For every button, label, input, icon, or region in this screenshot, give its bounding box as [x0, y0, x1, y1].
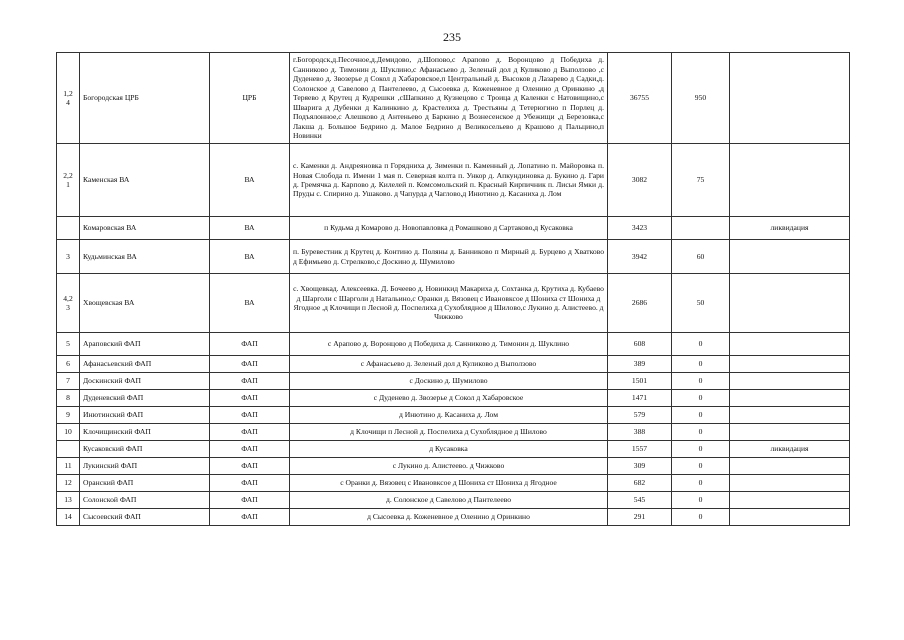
area-value: 0: [672, 356, 730, 373]
note: [730, 475, 850, 492]
served-localities: д. Солонское д Савелово д Пантелеево: [290, 492, 608, 509]
population: 309: [608, 458, 672, 475]
area-value: 0: [672, 441, 730, 458]
served-localities: д Клочищи п Лесной д. Поспелиха д Сухоблядное д Шилово: [290, 424, 608, 441]
note: [730, 274, 850, 333]
population: 579: [608, 407, 672, 424]
area-value: 50: [672, 274, 730, 333]
note: [730, 240, 850, 274]
note: [730, 492, 850, 509]
facility-type: ФАП: [210, 509, 290, 526]
area-value: 0: [672, 333, 730, 356]
table-row: [57, 240, 850, 274]
note: [730, 424, 850, 441]
population: 36755: [608, 53, 672, 144]
note: [730, 333, 850, 356]
table-row: [57, 53, 850, 144]
served-localities: с. Каменки д. Андреяновка п Горядниха д. Зименки п. Каменный д. Лопатино п. Майоровка п. Новая Слобода п. Имени 1 мая п. Северная колта п. Ункор д. Апкундиновка д. Букино д. Гари д. Гремячка д. Карпово д. Килелей п. Комсомольский п. Красный Кирпичник п. Лисьи Ямки д. Пруды с. Спирино д. Ушаково. д Чапурда д Чаглово,д Инютино д. Касаниха д. Лом: [290, 144, 608, 217]
row-number: 11: [57, 458, 80, 475]
table-row: [57, 492, 850, 509]
facility-name: Араповский ФАП: [80, 333, 210, 356]
table-row: [57, 373, 850, 390]
population: 3423: [608, 217, 672, 240]
facility-type: ФАП: [210, 475, 290, 492]
area-value: 950: [672, 53, 730, 144]
row-number: 2,2 1: [57, 144, 80, 217]
facility-name: Клочищинский ФАП: [80, 424, 210, 441]
note: [730, 53, 850, 144]
population: 388: [608, 424, 672, 441]
table-row: [57, 274, 850, 333]
table-row: [57, 407, 850, 424]
table-row: [57, 390, 850, 407]
page-number: 235: [443, 30, 461, 44]
facility-type: ФАП: [210, 492, 290, 509]
row-number: 13: [57, 492, 80, 509]
facility-type: ФАП: [210, 333, 290, 356]
area-value: 0: [672, 373, 730, 390]
area-value: 0: [672, 509, 730, 526]
note: [730, 509, 850, 526]
facility-type: ФАП: [210, 356, 290, 373]
row-number: 9: [57, 407, 80, 424]
facility-name: Комаровская ВА: [80, 217, 210, 240]
population: 1501: [608, 373, 672, 390]
served-localities: с Доскино д. Шумилово: [290, 373, 608, 390]
population: 1471: [608, 390, 672, 407]
facility-type: ФАП: [210, 390, 290, 407]
served-localities: п Кудьма д Комарово д. Новопавловка д Ромашково д Сартаково,д Кусаковка: [290, 217, 608, 240]
facility-name: Богородская ЦРБ: [80, 53, 210, 144]
row-number: 5: [57, 333, 80, 356]
row-number: 6: [57, 356, 80, 373]
table-row: [57, 509, 850, 526]
population: 608: [608, 333, 672, 356]
facility-type: ФАП: [210, 407, 290, 424]
facility-type: ЦРБ: [210, 53, 290, 144]
table-row: [57, 144, 850, 217]
facility-type: ФАП: [210, 424, 290, 441]
row-number: 3: [57, 240, 80, 274]
population: 1557: [608, 441, 672, 458]
facility-name: Кусаковский ФАП: [80, 441, 210, 458]
note: [730, 144, 850, 217]
served-localities: с Лукино д. Алистеево. д Чижково: [290, 458, 608, 475]
table-row: [57, 441, 850, 458]
area-value: 0: [672, 424, 730, 441]
note: [730, 373, 850, 390]
row-number: [57, 441, 80, 458]
served-localities: д Инютино д. Касаниха д. Лом: [290, 407, 608, 424]
note: [730, 407, 850, 424]
area-value: 0: [672, 458, 730, 475]
facility-type: ФАП: [210, 458, 290, 475]
facility-name: Солонской ФАП: [80, 492, 210, 509]
table-row: [57, 333, 850, 356]
served-localities: с Дуденево д. Звозерье д Сокол д Хабаровское: [290, 390, 608, 407]
served-localities: г.Богородск,д.Песочное,д.Демидово, д.Шопово,с Арапово д. Воронцово д Победиха д. Санниково д. Тимонин д. Шуклино,с Афанасьево д. Зеленый дол д Куликово д Выползово ,с Дуденево д. Звозерье д Сокол д Хабаровское,п Центральный д. Высоков д Лазарево д Садки,д. Солонское д Савелово д Пантелеево, д Сысоевка д. Коженевное д Оленино д Оринкино ,д Теряево д Крутец д Кудрешки ,сШапкино д Кузнецово с Троица д Каленки с Натовищино,с Шварига д Дубенки д Калинкино д. Крастелиха д. Трестьяны д Тетерюгино п Порлец д. Подъялонное,с Алешково д Антеньево д Баркино д Вознесенское д Убежищи ,д Березовка,с Лакша д. Большое Бедрино д. Малое Бедрино д Великосельево д Крашово д Пальцино,п Новинки: [290, 53, 608, 144]
facility-type: ВА: [210, 240, 290, 274]
area-value: 0: [672, 407, 730, 424]
facility-name: Оранский ФАП: [80, 475, 210, 492]
facility-type: ФАП: [210, 441, 290, 458]
table-row: [57, 475, 850, 492]
facility-name: Лукинский ФАП: [80, 458, 210, 475]
row-number: 4,2 3: [57, 274, 80, 333]
served-localities: с Арапово д. Воронцово д Победиха д. Санниково д. Тимонин д. Шуклино: [290, 333, 608, 356]
note: [730, 390, 850, 407]
served-localities: п. Буревестник д Крутец д. Контино д. Поляны д. Банниково п Мирный д. Бурцево д Хватково д Ефимьево д. Стрелково,с Доскино д. Шумилово: [290, 240, 608, 274]
table-row: [57, 356, 850, 373]
area-value: 0: [672, 492, 730, 509]
served-localities: с Оранки д. Вязовец с Ивановксое д Шониха ст Шониха д Ягодное: [290, 475, 608, 492]
population: 2686: [608, 274, 672, 333]
served-localities: с Афанасьево д. Зеленый дол д Куликово д Выползово: [290, 356, 608, 373]
area-value: 0: [672, 475, 730, 492]
facility-name: Афанасьевский ФАП: [80, 356, 210, 373]
row-number: 14: [57, 509, 80, 526]
facility-name: Кудьминская ВА: [80, 240, 210, 274]
facility-name: Сысоевский ФАП: [80, 509, 210, 526]
served-localities: с. Хвощевкад. Алексеевка. Д. Бочеево д. Новинкид Макариха д. Сохтанка д. Крутиха д. Кубаево д Шарголи с Шарголи д Натальино,с Оранки д. Вязовец с Ивановксое д Шониха ст Шониха д Ягодное ,д Клочищи п Лесной д. Поспелиха д Сухоблядное д Шилово,с Лукино д. Алистеево. д Чижково: [290, 274, 608, 333]
facilities-table: [56, 52, 850, 526]
population: 3082: [608, 144, 672, 217]
table-row: [57, 217, 850, 240]
population: 545: [608, 492, 672, 509]
note: [730, 356, 850, 373]
facility-name: Инютинский ФАП: [80, 407, 210, 424]
note: ликвидация: [730, 441, 850, 458]
facility-type: ВА: [210, 217, 290, 240]
facility-type: ФАП: [210, 373, 290, 390]
row-number: 12: [57, 475, 80, 492]
population: 389: [608, 356, 672, 373]
area-value: [672, 217, 730, 240]
row-number: 10: [57, 424, 80, 441]
served-localities: д Сысоевка д. Коженевное д Оленино д Оринкино: [290, 509, 608, 526]
area-value: 0: [672, 390, 730, 407]
table-row: [57, 458, 850, 475]
row-number: 7: [57, 373, 80, 390]
row-number: [57, 217, 80, 240]
population: 3942: [608, 240, 672, 274]
served-localities: д Кусаковка: [290, 441, 608, 458]
area-value: 60: [672, 240, 730, 274]
area-value: 75: [672, 144, 730, 217]
facility-name: Доскинский ФАП: [80, 373, 210, 390]
facility-name: Каменская ВА: [80, 144, 210, 217]
row-number: 1,2 4: [57, 53, 80, 144]
facility-name: Дуденевский ФАП: [80, 390, 210, 407]
population: 291: [608, 509, 672, 526]
facility-name: Хвощевская ВА: [80, 274, 210, 333]
note: [730, 458, 850, 475]
note: ликвидация: [730, 217, 850, 240]
population: 682: [608, 475, 672, 492]
row-number: 8: [57, 390, 80, 407]
facility-type: ВА: [210, 274, 290, 333]
facility-type: ВА: [210, 144, 290, 217]
table-row: [57, 424, 850, 441]
